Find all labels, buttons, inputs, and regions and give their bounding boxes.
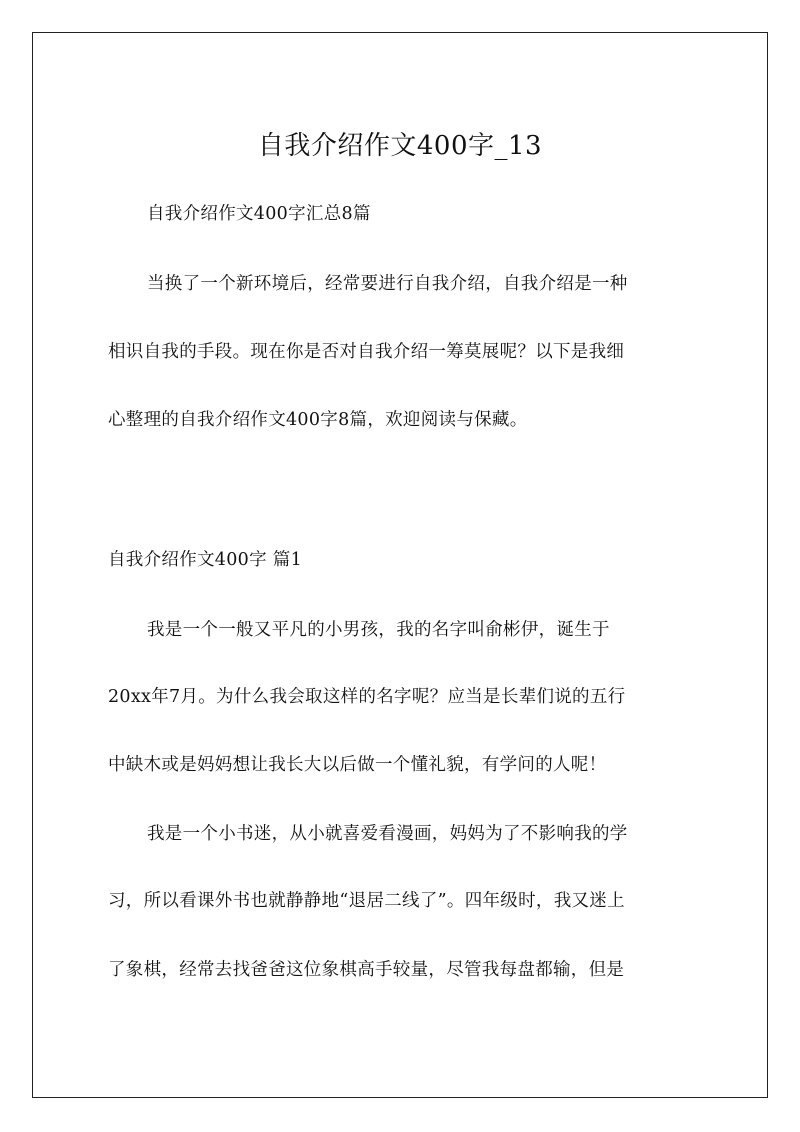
paragraph2-line-3: 了象棋，经常去找爸爸这位象棋高手较量，尽管我每盘都输，但是 (108, 960, 625, 980)
paragraph2-line-2: 习，所以看课外书也就静静地“退居二线了”。四年级时，我又迷上 (108, 891, 625, 911)
intro-line-3: 心整理的自我介绍作文400字8篇，欢迎阅读与保藏。 (108, 410, 528, 430)
paragraph1-line-1: 我是一个一般又平凡的小男孩，我的名字叫俞彬伊，诞生于 (147, 620, 610, 640)
intro-line-1: 当换了一个新环境后，经常要进行自我介绍，自我介绍是一种 (147, 274, 628, 294)
paragraph1-line-2: 20xx年7月。为什么我会取这样的名字呢？应当是长辈们说的五行 (108, 687, 626, 707)
intro-line-2: 相识自我的手段。现在你是否对自我介绍一筹莫展呢？以下是我细 (108, 342, 625, 362)
document-subtitle: 自我介绍作文400字汇总8篇 (147, 204, 371, 224)
section-heading: 自我介绍作文400字 篇1 (108, 550, 302, 570)
paragraph1-line-3: 中缺木或是妈妈想让我长大以后做一个懂礼貌，有学问的人呢！ (108, 755, 607, 775)
document-title: 自我介绍作文400字_13 (257, 131, 543, 161)
paragraph2-line-1: 我是一个小书迷，从小就喜爱看漫画，妈妈为了不影响我的学 (147, 824, 628, 844)
